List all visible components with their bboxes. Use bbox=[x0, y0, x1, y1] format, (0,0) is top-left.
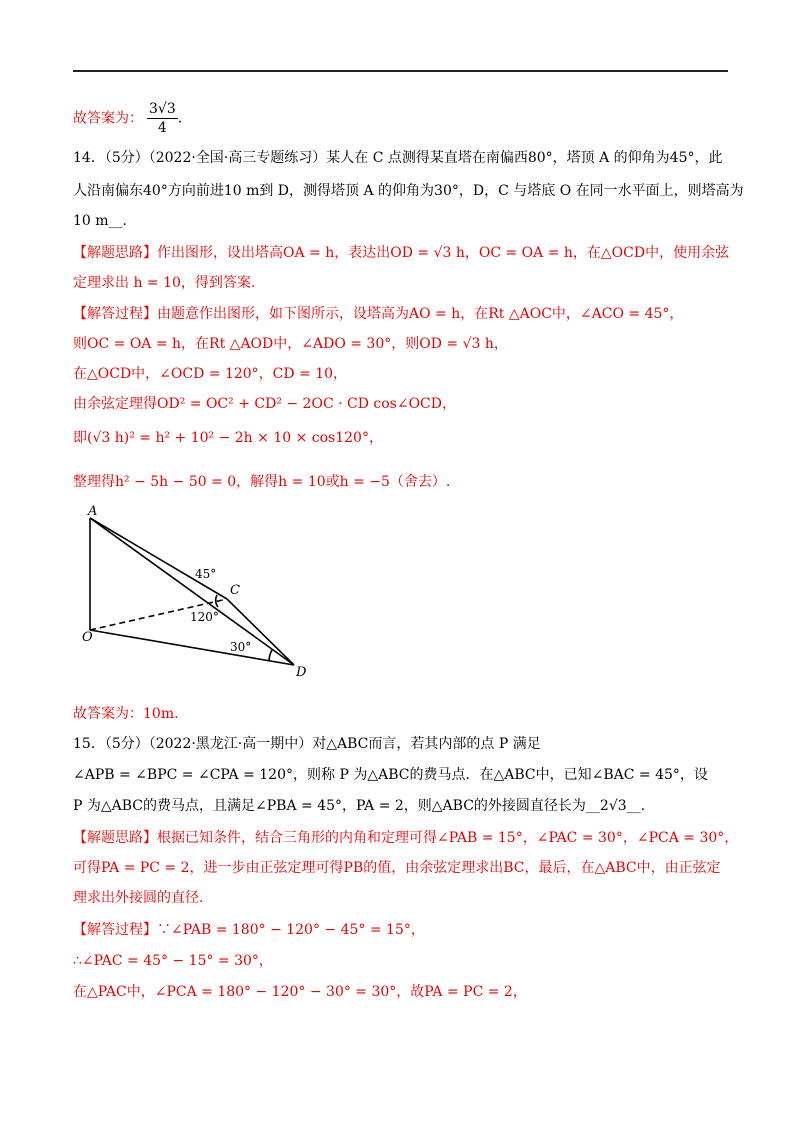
label-o: O bbox=[82, 630, 93, 645]
q15-line3: P 为△ABC的费马点，且满足∠PBA = 45°，PA = 2，则△ABC的外接圆直径长为__2√3__. bbox=[73, 798, 646, 814]
q15-line1: 15．（5分）（2022·黑龙江·高一期中）对△ABC而言，若其内部的点 P 满足 bbox=[73, 736, 541, 752]
q14-process-line3: 在△OCD中，∠OCD = 120°，CD = 10， bbox=[73, 366, 348, 382]
label-a: A bbox=[88, 504, 98, 519]
angle-arc-d bbox=[269, 650, 272, 661]
answer-fraction: $\frac{3√3}{4}$ bbox=[149, 101, 176, 136]
segment-ad bbox=[90, 518, 294, 665]
q14-process-line6: 整理得h² − 5h − 50 = 0，解得h = 10或h = −5（舍去）. bbox=[73, 474, 451, 490]
header-rule bbox=[73, 70, 728, 72]
angle-label-45: 45° bbox=[195, 567, 217, 581]
q15-process-line2: ∴∠PAC = 45° − 15° = 30°， bbox=[73, 953, 273, 969]
q14-process-line1: 【解答过程】由题意作出图形，如下图所示，设塔高为AO = h，在Rt △AOC中，∠ACO = 45°， bbox=[73, 306, 684, 322]
q15-idea-line2: 可得PA = PC = 2，进一步由正弦定理可得PB的值，由余弦定理求出BC，最后，在△ABC中，由正弦定 bbox=[73, 860, 721, 876]
q15-idea-line3: 理求出外接圆的直径. bbox=[73, 890, 204, 906]
q14-process-line4: 由余弦定理得OD² = OC² + CD² − 2OC · CD cos∠OCD， bbox=[73, 396, 456, 412]
tower-figure bbox=[73, 495, 323, 685]
q14-line2: 人沿南偏东40°方向前进10 m到 D，测得塔顶 A 的仰角为30°，D，C 与塔底 O 在同一水平面上，则塔高为 bbox=[73, 183, 744, 199]
q14-answer: 故答案为：10m. bbox=[73, 706, 179, 722]
angle-label-120: 120° bbox=[190, 610, 219, 624]
q15-process-line1: 【解答过程】∵∠PAB = 180° − 120° − 45° = 15°， bbox=[73, 922, 425, 938]
q15-process-line3: 在△PAC中，∠PCA = 180° − 120° − 30° = 30°，故PA = PC = 2， bbox=[73, 984, 527, 1000]
angle-label-30: 30° bbox=[230, 640, 252, 654]
answer-13: 故答案为： $\frac{3√3}{4}$ . bbox=[73, 101, 183, 136]
q14-line3: 10 m__. bbox=[73, 213, 127, 229]
q14-process-line2: 则OC = OA = h，在Rt △AOD中，∠ADO = 30°，则OD = √3 h， bbox=[73, 336, 508, 352]
q14-process-line5: 即(√3 h)² = h² + 10² − 2h × 10 × cos120°， bbox=[73, 430, 383, 446]
label-c: C bbox=[230, 583, 240, 598]
q14-idea-line1: 【解题思路】作出图形，设出塔高OA = h，表达出OD = √3 h，OC = OA = h，在△OCD中，使用余弦 bbox=[73, 245, 730, 261]
segment-ac bbox=[90, 518, 227, 599]
q14-idea-line2: 定理求出 h = 10，得到答案. bbox=[73, 275, 256, 291]
label-d: D bbox=[296, 665, 307, 680]
q14-line1: 14．（5分）（2022·全国·高三专题练习）某人在 C 点测得某直塔在南偏西80°，塔顶 A 的仰角为45°，此 bbox=[73, 150, 723, 166]
q15-line2: ∠APB = ∠BPC = ∠CPA = 120°，则称 P 为△ABC的费马点．在△ABC中，已知∠BAC = 45°，设 bbox=[73, 767, 708, 783]
q15-idea-line1: 【解题思路】根据已知条件，结合三角形的内角和定理可得∠PAB = 15°，∠PAC = 30°，∠PCA = 30°， bbox=[73, 830, 739, 846]
